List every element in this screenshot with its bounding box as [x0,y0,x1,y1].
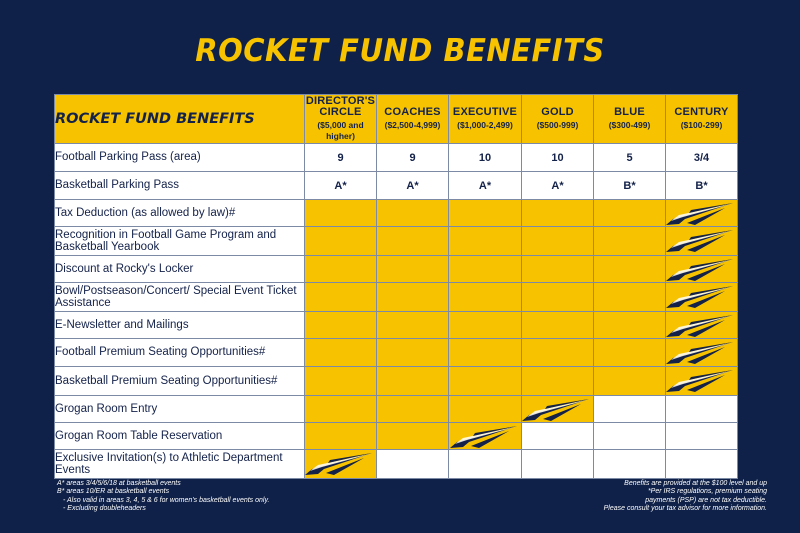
rocket-icon [304,451,374,477]
table-row [55,256,738,283]
benefit-label: Grogan Room Table Reservation [55,423,305,450]
benefit-value: A* [449,172,522,200]
empty-cell [666,423,738,450]
included-cell [305,396,377,423]
tier-name: DIRECTOR'S CIRCLE [305,95,376,118]
footnote: Please consult your tax advisor for more information. [603,504,767,512]
included-cell [377,339,449,367]
rocket-icon [665,313,735,339]
included-cell [522,339,594,367]
table-row [55,396,738,423]
included-cell [305,367,377,396]
included-cell [449,339,522,367]
benefit-label: E-Newsletter and Mailings [55,312,305,339]
tier-range: ($300-499) [608,120,651,130]
tier-name: COACHES [384,106,441,118]
included-cell [305,200,377,227]
benefit-value: 3/4 [666,144,738,172]
included-cell [594,200,666,227]
benefit-value: B* [594,172,666,200]
table-row [55,312,738,339]
table-row [55,172,738,200]
benefit-start-cell [666,200,738,227]
empty-cell [377,450,449,479]
included-cell [377,312,449,339]
tier-range: ($2,500-4,999) [384,120,441,130]
tier-header [305,95,377,144]
included-cell [594,312,666,339]
empty-cell [449,450,522,479]
included-cell [377,396,449,423]
tier-header [594,95,666,144]
tier-name: BLUE [614,106,645,118]
included-cell [305,283,377,312]
rocket-icon [665,257,735,283]
included-cell [522,367,594,396]
empty-cell [666,450,738,479]
tier-range: ($500-999) [536,120,579,130]
footnote: Benefits are provided at the $100 level and up [624,480,767,487]
benefit-start-cell [522,396,594,423]
included-cell [522,256,594,283]
benefit-value: A* [305,172,377,200]
included-cell [594,227,666,256]
empty-cell [594,396,666,423]
table-row [55,144,738,172]
tier-range: ($1,000-2,499) [457,120,513,130]
rocket-icon [665,340,735,366]
rocket-icon [449,424,519,450]
rocket-icon [665,201,735,227]
table-row [55,200,738,227]
footnote: B* areas 10/ER at basketball events [57,488,170,496]
benefit-start-cell [449,423,522,450]
benefit-label: Tax Deduction (as allowed by law)# [55,200,305,227]
benefit-value: B* [666,172,738,200]
benefit-label: Football Premium Seating Opportunities# [55,339,305,367]
footnote: payments (PSP) are not tax deductible. [645,496,767,504]
tier-name: GOLD [541,106,574,118]
table-row [55,423,738,450]
tier-header [449,95,522,144]
benefit-label: Recognition in Football Game Program and Basketball Yearbook [55,227,305,256]
included-cell [377,367,449,396]
footnotes-left [57,480,269,513]
benefit-label: Exclusive Invitation(s) to Athletic Department Events [55,450,305,479]
tier-header [377,95,449,144]
benefit-value: 5 [594,144,666,172]
benefit-label: Grogan Room Entry [55,396,305,423]
footnote: *Per IRS regulations, premium seating [647,488,767,496]
footnotes-right [604,480,767,513]
table-header-row [55,95,738,144]
included-cell [305,423,377,450]
rocket-icon [521,397,591,423]
benefit-start-cell [666,312,738,339]
included-cell [449,312,522,339]
included-cell [305,256,377,283]
benefit-label: Basketball Premium Seating Opportunities# [55,367,305,396]
included-cell [522,200,594,227]
page-title: ROCKET FUND BENEFITS [195,31,605,69]
benefit-value: 10 [449,144,522,172]
included-cell [522,312,594,339]
rocket-icon [665,228,735,254]
included-cell [594,367,666,396]
tier-header [666,95,738,144]
benefit-start-cell [666,283,738,312]
table-row [55,367,738,396]
included-cell [377,200,449,227]
benefit-label: Football Parking Pass (area) [55,144,305,172]
included-cell [522,283,594,312]
included-cell [449,256,522,283]
included-cell [305,312,377,339]
empty-cell [594,423,666,450]
included-cell [449,200,522,227]
empty-cell [522,450,594,479]
empty-cell [522,423,594,450]
benefit-value: 9 [377,144,449,172]
tier-range: ($100-299) [680,120,723,130]
empty-cell [666,396,738,423]
included-cell [594,339,666,367]
rocket-icon [665,284,735,310]
benefits-table [54,94,738,479]
table-row [55,450,738,479]
included-cell [377,256,449,283]
benefit-start-cell [666,227,738,256]
tier-range: ($5,000 and higher) [317,120,364,141]
tier-name: EXECUTIVE [452,106,518,118]
footnote: - Also valid in areas 3, 4, 5 & 6 for women's basketball events only. [63,496,270,504]
benefit-value: 9 [305,144,377,172]
included-cell [522,227,594,256]
empty-cell [594,450,666,479]
included-cell [594,283,666,312]
benefit-start-cell [666,339,738,367]
footnote: - Excluding doubleheaders [63,504,146,512]
benefit-value: 10 [522,144,594,172]
tier-name: CENTURY [674,106,729,118]
benefit-value: A* [377,172,449,200]
tier-header [522,95,594,144]
table-row [55,339,738,367]
footnote: A* areas 3/4/5/6/18 at basketball events [57,480,181,487]
benefit-label: Basketball Parking Pass [55,172,305,200]
included-cell [449,396,522,423]
included-cell [377,283,449,312]
included-cell [449,283,522,312]
benefit-label: Bowl/Postseason/Concert/ Special Event Ticket Assistance [55,283,305,312]
included-cell [377,227,449,256]
benefit-start-cell [666,256,738,283]
included-cell [449,227,522,256]
table-row [55,283,738,312]
included-cell [377,423,449,450]
benefit-start-cell [305,450,377,479]
included-cell [305,339,377,367]
benefit-value: A* [522,172,594,200]
table-corner-label: ROCKET FUND BENEFITS [55,95,305,144]
table-row [55,227,738,256]
included-cell [449,367,522,396]
rocket-icon [665,368,735,394]
benefit-label: Discount at Rocky's Locker [55,256,305,283]
included-cell [305,227,377,256]
included-cell [594,256,666,283]
benefit-start-cell [666,367,738,396]
